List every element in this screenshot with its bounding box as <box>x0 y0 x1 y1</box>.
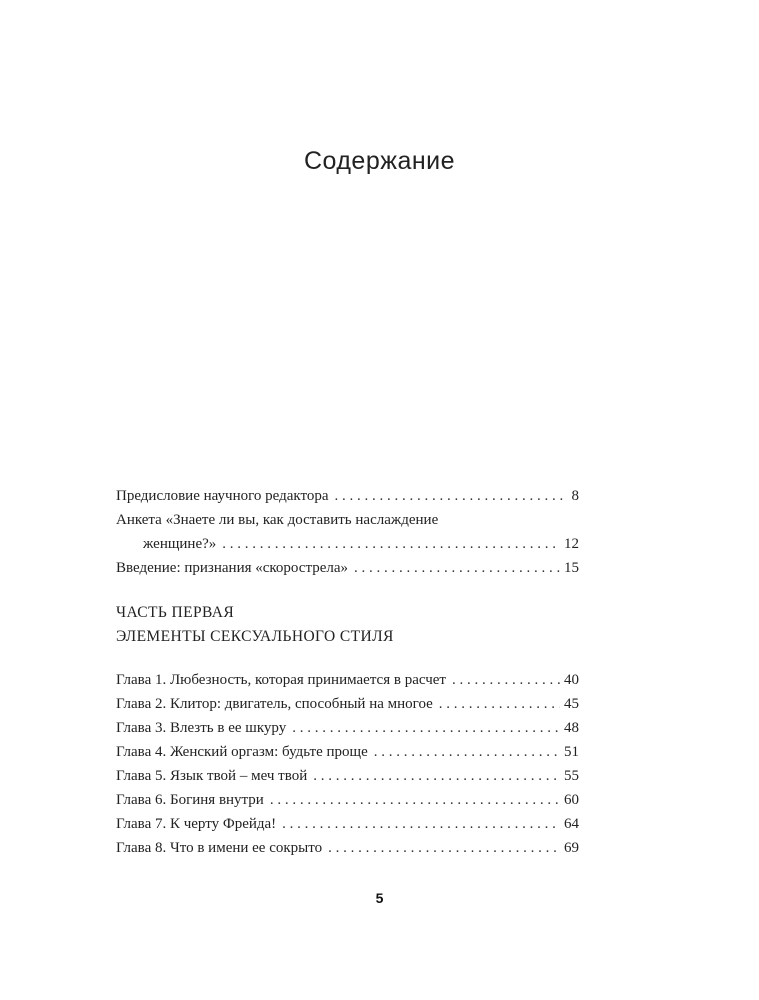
toc-entry-label: Глава 4. Женский оргазм: будьте проще <box>116 744 368 760</box>
toc-chapter-entry[interactable] <box>116 668 579 692</box>
dot-leader <box>292 716 560 740</box>
dot-leader <box>282 812 560 836</box>
toc-chapter-entry[interactable] <box>116 836 579 860</box>
toc-chapter-entry[interactable] <box>116 764 579 788</box>
toc-entry-page: 69 <box>564 840 579 856</box>
toc-entry-label: Глава 3. Влезть в ее шкуру <box>116 720 287 736</box>
toc-entry-label: Глава 7. К черту Фрейда! <box>116 816 277 832</box>
toc-entry-page: 64 <box>564 816 579 832</box>
toc-entry-label: Глава 8. Что в имени ее сокрыто <box>116 840 323 856</box>
toc-entry-page: 40 <box>564 672 579 688</box>
toc-chapter-entry[interactable] <box>116 812 579 836</box>
toc-entry[interactable] <box>116 484 579 508</box>
part-number: ЧАСТЬ ПЕРВАЯ <box>116 604 235 621</box>
dot-leader <box>335 484 568 508</box>
toc-entry-continuation[interactable] <box>116 532 579 556</box>
toc-entry-page: 45 <box>564 696 579 712</box>
dot-leader <box>313 764 560 788</box>
toc-chapter-entry[interactable] <box>116 692 579 716</box>
page-number: 5 <box>375 890 384 906</box>
toc-entry-page: 15 <box>564 560 579 576</box>
part-title: ЭЛЕМЕНТЫ СЕКСУАЛЬНОГО СТИЛЯ <box>116 628 394 645</box>
toc-entry-label: Анкета «Знаете ли вы, как доставить наслаждение <box>116 512 439 528</box>
toc-entry-label: Предисловие научного редактора <box>116 488 329 504</box>
toc-entry-page: 8 <box>571 488 579 504</box>
toc-chapter-entry[interactable] <box>116 788 579 812</box>
toc-part-one <box>116 601 579 860</box>
toc-entry[interactable] <box>116 556 579 580</box>
dot-leader <box>354 556 560 580</box>
dot-leader <box>328 836 560 860</box>
dot-leader <box>222 532 560 556</box>
toc-entry-page: 51 <box>564 744 579 760</box>
dot-leader <box>452 668 560 692</box>
toc-entry-page: 48 <box>564 720 579 736</box>
toc-front-matter <box>116 484 579 580</box>
toc-entry-label: Глава 5. Язык твой – меч твой <box>116 768 308 784</box>
toc-entry-line[interactable] <box>116 508 579 532</box>
toc-entry-label: Глава 2. Клитор: двигатель, способный на многое <box>116 696 433 712</box>
toc-chapter-entry[interactable] <box>116 716 579 740</box>
page-title: Содержание <box>303 147 456 175</box>
dot-leader <box>270 788 560 812</box>
dot-leader <box>439 692 560 716</box>
toc-entry-label: женщине?» <box>143 536 217 552</box>
part-heading <box>116 601 579 649</box>
dot-leader <box>374 740 560 764</box>
toc-entry-page: 55 <box>564 768 579 784</box>
toc-entry-label: Введение: признания «скорострела» <box>116 560 349 576</box>
toc-entry-label: Глава 6. Богиня внутри <box>116 792 264 808</box>
toc-chapter-entry[interactable] <box>116 740 579 764</box>
toc-entry-page: 12 <box>564 536 579 552</box>
toc-entry-label: Глава 1. Любезность, которая принимается в расчет <box>116 672 446 688</box>
toc-entry-page: 60 <box>564 792 579 808</box>
